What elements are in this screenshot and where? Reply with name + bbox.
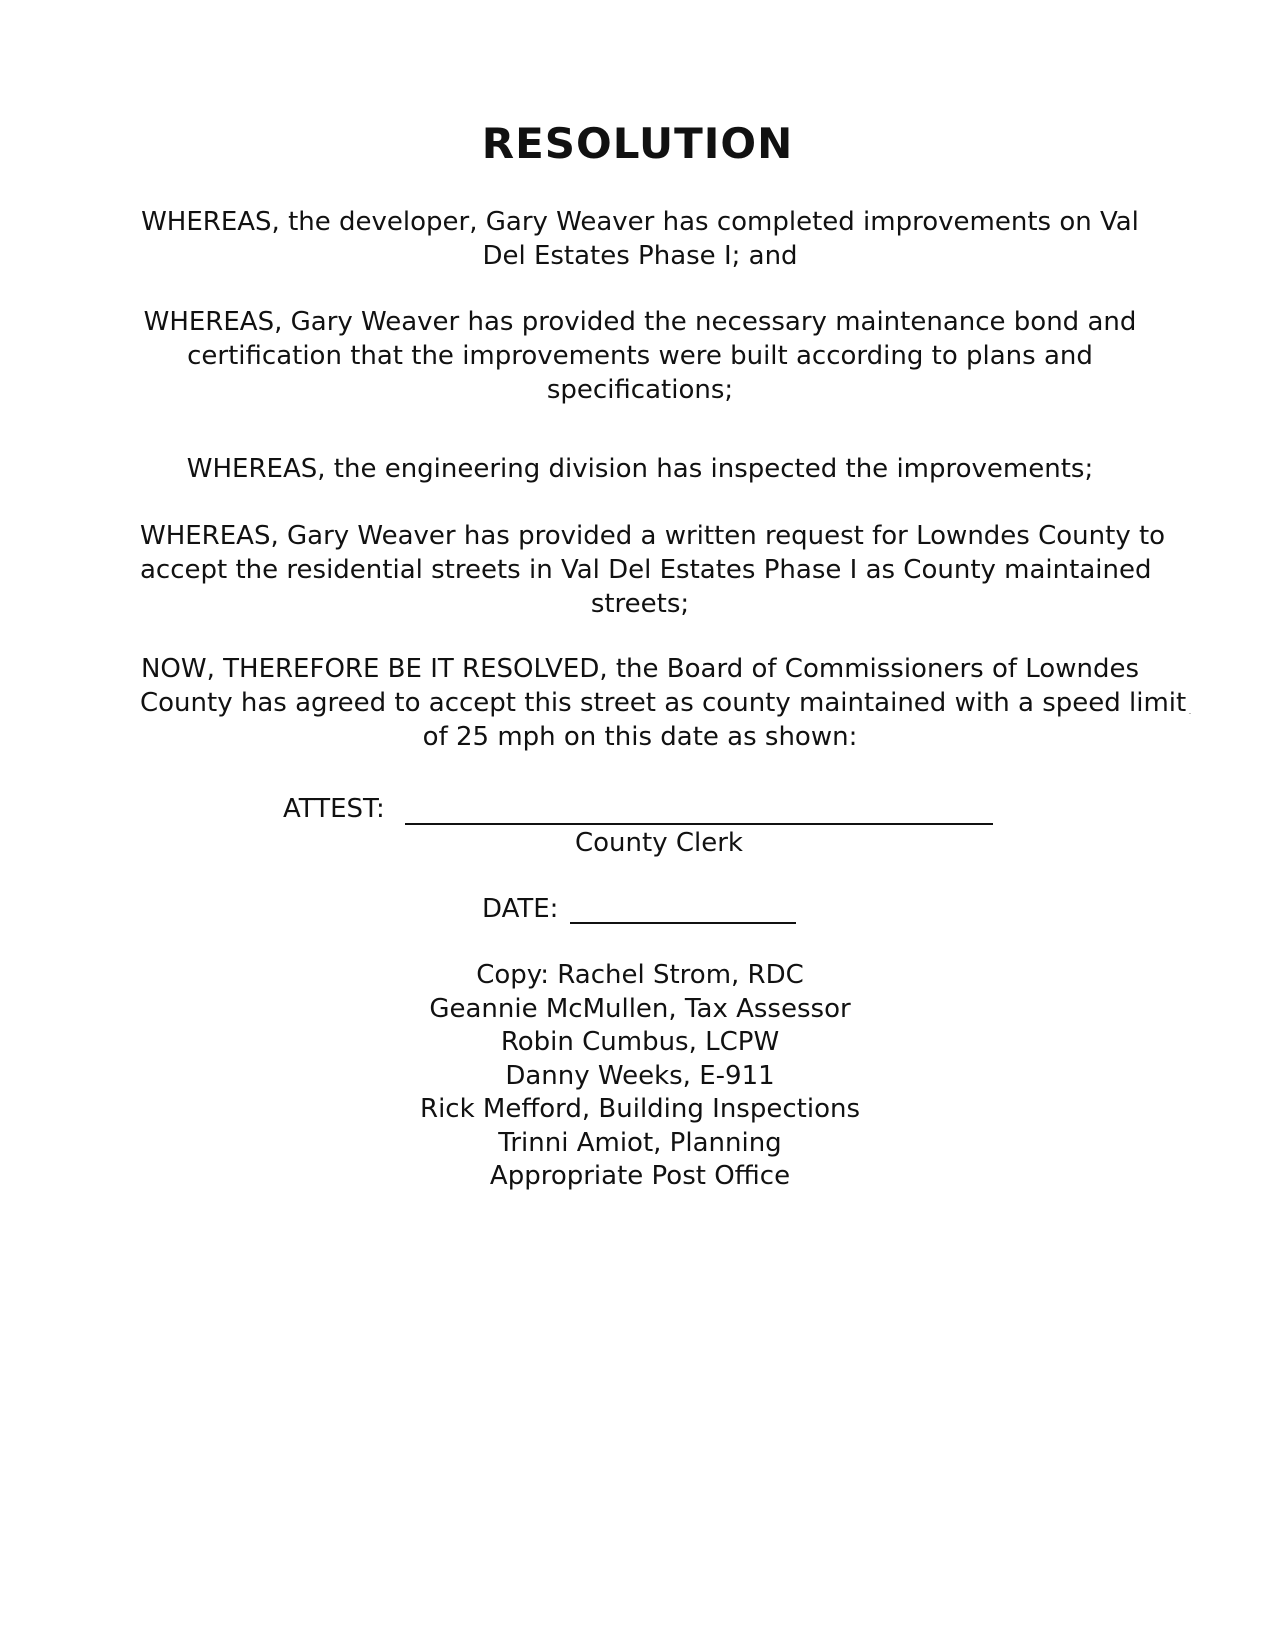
list-item: Geannie McMullen, Tax Assessor — [429, 993, 851, 1024]
whereas-paragraph-inspection — [140, 452, 1140, 486]
copy-distribution-list — [140, 959, 1140, 1194]
paragraph-line: Del Estates Phase I; and — [482, 241, 798, 271]
paragraph-line: streets; — [590, 589, 690, 619]
paragraph-line: WHEREAS, the developer, Gary Weaver has completed improvements on Val — [141, 207, 1139, 237]
date-blank-line[interactable] — [570, 922, 796, 924]
paragraph-line: accept the residential streets in Val Del Estates Phase I as County maintained — [140, 555, 1152, 585]
attest-signer-title: County Clerk — [575, 828, 743, 858]
list-item: Copy: Rachel Strom, RDC — [476, 960, 804, 990]
scan-speck — [1189, 713, 1191, 714]
attest-signature-line[interactable] — [405, 823, 993, 825]
document-title: RESOLUTION — [481, 119, 794, 168]
paragraph-line: WHEREAS, Gary Weaver has provided a written request for Lowndes County to — [140, 521, 1166, 551]
date-label: DATE: — [482, 894, 559, 924]
whereas-paragraph-request — [140, 519, 1166, 621]
paragraph-line: of 25 mph on this date as shown: — [422, 722, 858, 752]
whereas-paragraph-developer — [140, 205, 1140, 273]
paragraph-line: NOW, THEREFORE BE IT RESOLVED, the Board of Commissioners of Lowndes — [140, 654, 1139, 684]
attest-label: ATTEST: — [283, 794, 385, 824]
whereas-paragraph-bond — [140, 305, 1140, 407]
paragraph-line: County has agreed to accept this street as county maintained with a speed limit — [140, 688, 1187, 718]
paragraph-line: certification that the improvements were built according to plans and — [187, 341, 1093, 371]
paragraph-line: WHEREAS, Gary Weaver has provided the necessary maintenance bond and — [143, 307, 1137, 337]
paragraph-line: WHEREAS, the engineering division has inspected the improvements; — [186, 454, 1094, 484]
resolved-paragraph — [140, 652, 1187, 754]
list-item: Trinni Amiot, Planning — [498, 1127, 782, 1158]
list-item: Robin Cumbus, LCPW — [500, 1027, 780, 1057]
list-item: Danny Weeks, E-911 — [505, 1060, 775, 1091]
paragraph-line: specifications; — [546, 375, 734, 405]
list-item: Appropriate Post Office — [489, 1161, 791, 1191]
list-item: Rick Mefford, Building Inspections — [420, 1094, 860, 1124]
